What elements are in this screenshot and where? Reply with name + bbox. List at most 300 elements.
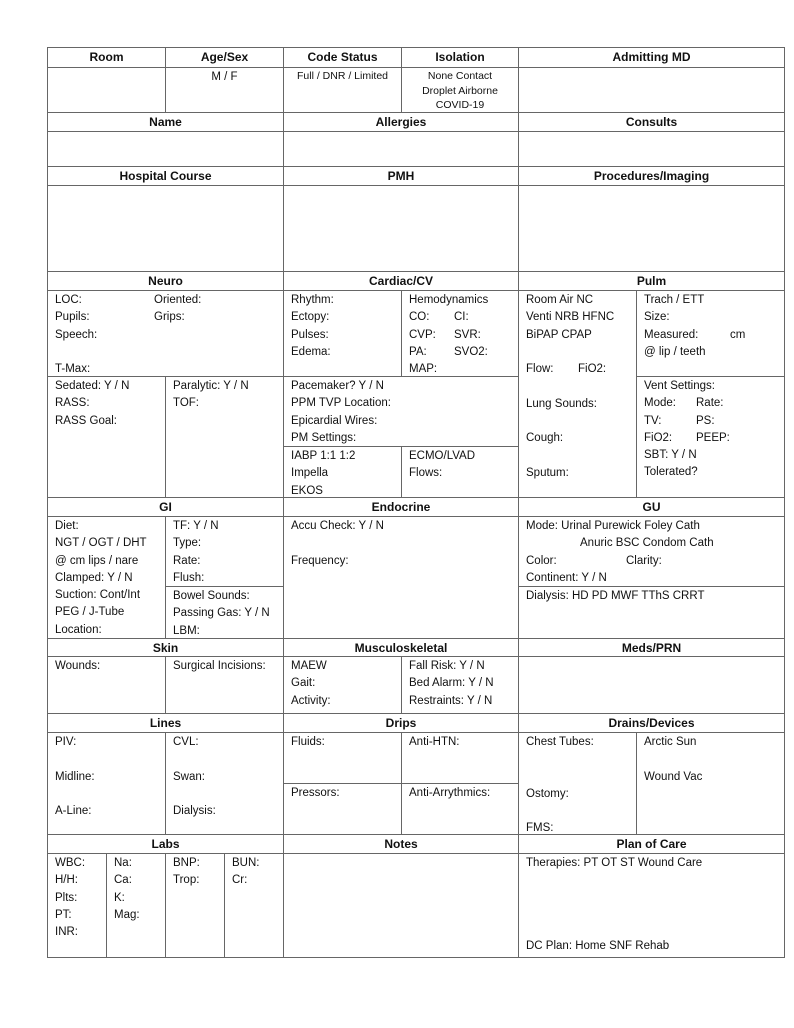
card-c-field[interactable] (283, 376, 519, 447)
field-label: Pupils: (55, 311, 90, 324)
field-label: Room Air NC (526, 294, 594, 306)
field-line (291, 344, 401, 361)
gi-header: GI (47, 497, 284, 517)
field-label: SVO2: (454, 345, 488, 358)
drips-a-field[interactable] (283, 732, 402, 784)
msk-a-field[interactable] (283, 656, 402, 714)
field-line (291, 518, 518, 535)
notes-header: Notes (283, 834, 519, 854)
field-line (402, 84, 518, 99)
field-label: Rate: (696, 397, 724, 410)
field-line (173, 623, 283, 640)
field-label: PM Settings: (291, 431, 357, 444)
field-label: Grips: (154, 311, 185, 324)
field-label: CVP: (409, 328, 436, 341)
field-label: @ cm lips / nare (55, 554, 139, 567)
field-line (55, 553, 165, 570)
field-label: Speech: (55, 328, 98, 341)
field-line (55, 395, 165, 412)
field-line (644, 413, 784, 430)
name-header: Name (47, 112, 284, 132)
md-val-field[interactable] (518, 67, 785, 113)
card-d-field[interactable] (283, 446, 402, 498)
plan-header: Plan of Care (518, 834, 785, 854)
field-label: LBM: (173, 624, 200, 637)
field-label: A-Line: (55, 805, 92, 818)
age-val-field[interactable] (165, 67, 284, 113)
field-label: Plts: (55, 891, 78, 904)
field-label: MAP: (409, 363, 438, 376)
field-label: Passing Gas: Y / N (173, 607, 270, 620)
gu-b-field[interactable] (518, 586, 785, 639)
field-label: ECMO/LVAD (409, 450, 476, 462)
field-label: Color: (526, 554, 557, 567)
field-line (409, 344, 518, 361)
field-line (526, 535, 784, 552)
field-line (526, 413, 636, 430)
field-line (291, 309, 401, 326)
pulm-a-field[interactable] (518, 290, 637, 498)
field-line (55, 622, 165, 639)
notes-val-field[interactable] (283, 853, 519, 958)
field-line (291, 553, 518, 570)
field-label: BiPAP CPAP (526, 328, 592, 341)
field-label: Pulses: (291, 328, 329, 341)
field-line (409, 292, 518, 309)
field-label: Restraints: Y / N (409, 694, 493, 707)
field-label: CO: (409, 311, 430, 324)
field-line (526, 769, 636, 786)
field-line (173, 855, 224, 872)
field-label: Ca: (114, 874, 132, 887)
field-label: BUN: (232, 857, 260, 869)
consults-val-field[interactable] (518, 131, 785, 167)
field-label: Bowel Sounds: (173, 590, 250, 602)
field-line (55, 309, 283, 326)
field-line (526, 588, 784, 605)
drips-header: Drips (283, 713, 519, 733)
field-label: INR: (55, 926, 78, 939)
field-line (526, 430, 636, 447)
field-line (644, 395, 784, 412)
field-line (526, 361, 636, 378)
field-line (55, 786, 165, 803)
field-label: Clamped: Y / N (55, 571, 133, 584)
pulm-c-field[interactable] (636, 376, 785, 498)
field-line (409, 675, 518, 692)
labs-c-field[interactable] (165, 853, 225, 958)
field-line (291, 465, 401, 482)
field-line (409, 309, 518, 326)
field-line (55, 751, 165, 768)
pulm-b-field[interactable] (636, 290, 785, 377)
field-line (173, 605, 283, 622)
field-line (291, 292, 401, 309)
field-line (526, 570, 784, 587)
field-line (55, 890, 106, 907)
field-line (526, 378, 636, 395)
field-line (173, 786, 283, 803)
field-line (55, 570, 165, 587)
field-label: Flows: (409, 467, 443, 480)
field-label: PEG / J-Tube (55, 606, 125, 619)
field-line (114, 872, 165, 889)
field-label: WBC: (55, 857, 86, 869)
field-label: Dialysis: HD PD MWF TThS CRRT (526, 590, 705, 602)
meds-val-field[interactable] (518, 656, 785, 714)
field-label: cm (730, 328, 746, 341)
field-line (291, 693, 401, 710)
field-label: K: (114, 891, 125, 904)
field-line (291, 395, 518, 412)
field-line (173, 734, 283, 751)
field-label: FiO2: (644, 431, 673, 444)
field-label: Anti-HTN: (409, 736, 460, 748)
field-line (284, 69, 401, 84)
code-val-field[interactable] (283, 67, 402, 113)
msk-header: Musculoskeletal (283, 638, 519, 657)
field-line (173, 751, 283, 768)
field-label: TV: (644, 414, 662, 427)
field-label: Trop: (173, 874, 200, 887)
hc-val-field[interactable] (47, 185, 284, 272)
card-a-field[interactable] (283, 290, 402, 377)
admitting-md-header: Admitting MD (518, 47, 785, 68)
field-label: Venti NRB HFNC (526, 311, 615, 324)
endocrine-header: Endocrine (283, 497, 519, 517)
labs-a-field[interactable] (47, 853, 107, 958)
field-line (526, 734, 636, 751)
field-line (291, 785, 401, 802)
field-label: Oriented: (154, 294, 202, 306)
field-label: Ostomy: (526, 787, 569, 800)
field-label: Cr: (232, 874, 248, 887)
field-line (55, 413, 165, 430)
field-label: Size: (644, 311, 670, 324)
field-label: M / F (211, 71, 238, 83)
field-line (55, 378, 165, 395)
field-label: Diet: (55, 520, 79, 532)
isolation-header: Isolation (401, 47, 519, 68)
field-line (55, 518, 165, 535)
field-line (173, 553, 283, 570)
field-label: DC Plan: Home SNF Rehab (526, 939, 670, 952)
field-line (526, 553, 784, 570)
field-line (55, 658, 165, 675)
iso-val-field[interactable] (401, 67, 519, 113)
field-line (232, 872, 283, 889)
field-line (526, 344, 636, 361)
field-line (644, 378, 784, 395)
drips-c-field[interactable] (283, 783, 402, 835)
field-line (526, 465, 636, 482)
card-b-field[interactable] (401, 290, 519, 377)
field-line (526, 292, 636, 309)
field-line (526, 938, 669, 955)
labs-d-field[interactable] (224, 853, 284, 958)
card-e-field[interactable] (401, 446, 519, 498)
field-label: None Contact (427, 70, 493, 82)
field-line (409, 693, 518, 710)
field-label: Surgical Incisions: (173, 660, 266, 672)
neuro-a-field[interactable] (47, 290, 284, 377)
field-label: Suction: Cont/Int (55, 589, 141, 602)
gu-header: GU (518, 497, 785, 517)
field-label: Tolerated? (644, 466, 698, 479)
field-line (409, 658, 518, 675)
field-label: SBT: Y / N (644, 449, 697, 462)
field-line (644, 327, 784, 344)
field-label: Mode: (644, 397, 676, 410)
field-line (526, 309, 636, 326)
procedures-header: Procedures/Imaging (518, 166, 785, 186)
field-line (644, 344, 784, 361)
field-label: Dialysis: (173, 805, 216, 818)
field-line (114, 890, 165, 907)
field-label: Vent Settings: (644, 380, 715, 392)
field-line (291, 483, 401, 500)
field-label: Wounds: (55, 660, 101, 672)
field-label: Type: (173, 537, 202, 550)
field-label: Pressors: (291, 787, 340, 799)
field-line (55, 292, 283, 309)
field-line (55, 344, 283, 361)
gi-c-field[interactable] (165, 586, 284, 639)
neuro-header: Neuro (47, 271, 284, 291)
field-line (644, 309, 784, 326)
field-label: Swan: (173, 770, 205, 783)
field-label: RASS: (55, 397, 90, 410)
field-label: H/H: (55, 874, 78, 887)
field-line (291, 378, 518, 395)
field-label: Pacemaker? Y / N (291, 380, 384, 392)
field-line (55, 734, 165, 751)
field-label: IABP 1:1 1:2 (291, 450, 356, 462)
field-label: Arctic Sun (644, 736, 697, 748)
field-line (55, 535, 165, 552)
field-line (173, 803, 283, 820)
field-line (526, 448, 636, 465)
drains-header: Drains/Devices (518, 713, 785, 733)
field-label: Sputum: (526, 466, 569, 479)
field-label: Trach / ETT (644, 294, 705, 306)
field-label: Cough: (526, 432, 564, 445)
field-label: Na: (114, 857, 132, 869)
skin-header: Skin (47, 638, 284, 657)
field-label: COVID-19 (435, 99, 485, 111)
field-label: Gait: (291, 677, 316, 690)
pulm-header: Pulm (518, 271, 785, 291)
field-line (526, 855, 784, 872)
consults-header: Consults (518, 112, 785, 132)
field-line (526, 803, 636, 820)
proc-val-field[interactable] (518, 185, 785, 272)
field-line (291, 535, 518, 552)
field-label: PS: (696, 414, 715, 427)
field-line (291, 327, 401, 344)
lines-a-field[interactable] (47, 732, 166, 835)
code-status-header: Code Status (283, 47, 402, 68)
field-line (55, 769, 165, 786)
field-line (526, 751, 636, 768)
field-line (644, 769, 784, 786)
field-line (402, 69, 518, 84)
labs-header: Labs (47, 834, 284, 854)
drips-b-field[interactable] (401, 732, 519, 784)
field-label: PIV: (55, 736, 77, 748)
gi-a-field[interactable] (47, 516, 166, 639)
field-label: LOC: (55, 294, 82, 306)
field-line (409, 448, 518, 465)
field-label: BNP: (173, 857, 200, 869)
field-line (55, 327, 283, 344)
pmh-val-field[interactable] (283, 185, 519, 272)
field-label: PA: (409, 345, 427, 358)
field-label: MAEW (291, 660, 327, 672)
field-line (55, 907, 106, 924)
field-label: Frequency: (291, 554, 349, 567)
field-label: NGT / OGT / DHT (55, 537, 147, 550)
field-line (55, 872, 106, 889)
room-header: Room (47, 47, 166, 68)
field-label: Midline: (55, 770, 95, 783)
field-line (173, 378, 283, 395)
skin-b-field[interactable] (165, 656, 284, 714)
field-line (291, 430, 518, 447)
field-label: Measured: (644, 328, 699, 341)
field-line (173, 588, 283, 605)
field-line (55, 924, 106, 941)
labs-b-field[interactable] (106, 853, 166, 958)
field-line (291, 448, 401, 465)
field-line (291, 413, 518, 430)
field-line (114, 855, 165, 872)
field-line (644, 734, 784, 751)
field-line (55, 587, 165, 604)
field-label: Clarity: (626, 554, 662, 567)
field-line (409, 734, 518, 751)
age-sex-header: Age/Sex (165, 47, 284, 68)
field-line (114, 907, 165, 924)
field-line (291, 675, 401, 692)
field-label: Impella (291, 467, 329, 480)
endo-field[interactable] (283, 516, 519, 639)
field-line (409, 327, 518, 344)
field-label: PT: (55, 908, 72, 921)
field-line (173, 535, 283, 552)
field-label: Continent: Y / N (526, 571, 607, 584)
field-label: Flow: (526, 363, 554, 376)
field-line (409, 465, 518, 482)
field-label: Rhythm: (291, 294, 334, 306)
field-label: Edema: (291, 345, 331, 358)
field-label: CVL: (173, 736, 199, 748)
neuro-b-field[interactable] (47, 376, 166, 498)
field-line (291, 734, 401, 751)
meds-header: Meds/PRN (518, 638, 785, 657)
field-label: Therapies: PT OT ST Wound Care (526, 857, 703, 869)
field-line (526, 518, 784, 535)
hospital-course-header: Hospital Course (47, 166, 284, 186)
field-label: Hemodynamics (409, 294, 489, 306)
field-line (402, 98, 518, 113)
field-label: Bed Alarm: Y / N (409, 677, 494, 690)
field-label: Chest Tubes: (526, 736, 594, 748)
room-val-field[interactable] (47, 67, 166, 113)
field-label: PPM TVP Location: (291, 397, 391, 410)
field-label: Lung Sounds: (526, 397, 597, 410)
field-line (526, 327, 636, 344)
field-label: TOF: (173, 397, 199, 410)
field-label: EKOS (291, 484, 323, 497)
field-line (644, 447, 784, 464)
field-line (644, 430, 784, 447)
field-label: Wound Vac (644, 770, 703, 783)
field-label: Location: (55, 623, 102, 636)
field-line (166, 69, 283, 86)
field-line (173, 872, 224, 889)
field-label: RASS Goal: (55, 414, 117, 427)
field-label: FMS: (526, 822, 554, 835)
allergies-header: Allergies (283, 112, 519, 132)
drains-b-field[interactable] (636, 732, 785, 835)
field-line (173, 570, 283, 587)
field-line (526, 786, 636, 803)
field-label: Epicardial Wires: (291, 414, 378, 427)
gu-a-field[interactable] (518, 516, 785, 587)
field-label: Mag: (114, 908, 140, 921)
gi-b-field[interactable] (165, 516, 284, 587)
msk-b-field[interactable] (401, 656, 519, 714)
field-line (526, 820, 636, 837)
lines-header: Lines (47, 713, 284, 733)
field-label: T-Max: (55, 363, 91, 376)
field-label: Fluids: (291, 736, 325, 748)
skin-a-field[interactable] (47, 656, 166, 714)
field-label: Sedated: Y / N (55, 380, 130, 392)
lines-b-field[interactable] (165, 732, 284, 835)
allergies-val-field[interactable] (283, 131, 519, 167)
field-label: CI: (454, 311, 469, 324)
field-label: Mode: Urinal Purewick Foley Cath (526, 520, 700, 532)
field-label: Accu Check: Y / N (291, 520, 384, 532)
drains-a-field[interactable] (518, 732, 637, 835)
field-line (173, 658, 283, 675)
field-label: Anti-Arrythmics: (409, 787, 491, 799)
name-val-field[interactable] (47, 131, 284, 167)
field-line (644, 292, 784, 309)
field-line (526, 396, 636, 413)
field-label: TF: Y / N (173, 520, 219, 532)
field-line (644, 464, 784, 481)
field-label: PEEP: (696, 431, 730, 444)
field-label: @ lip / teeth (644, 345, 706, 358)
field-line (232, 855, 283, 872)
pmh-header: PMH (283, 166, 519, 186)
neuro-c-field[interactable] (165, 376, 284, 498)
field-line (55, 803, 165, 820)
field-label: Anuric BSC Condom Cath (580, 537, 714, 550)
field-line (173, 518, 283, 535)
field-label: Ectopy: (291, 311, 330, 324)
field-line (55, 604, 165, 621)
drips-d-field[interactable] (401, 783, 519, 835)
field-line (644, 751, 784, 768)
cardiac-header: Cardiac/CV (283, 271, 519, 291)
field-label: Paralytic: Y / N (173, 380, 249, 392)
field-line (55, 855, 106, 872)
plan-val-field[interactable] (518, 853, 785, 958)
